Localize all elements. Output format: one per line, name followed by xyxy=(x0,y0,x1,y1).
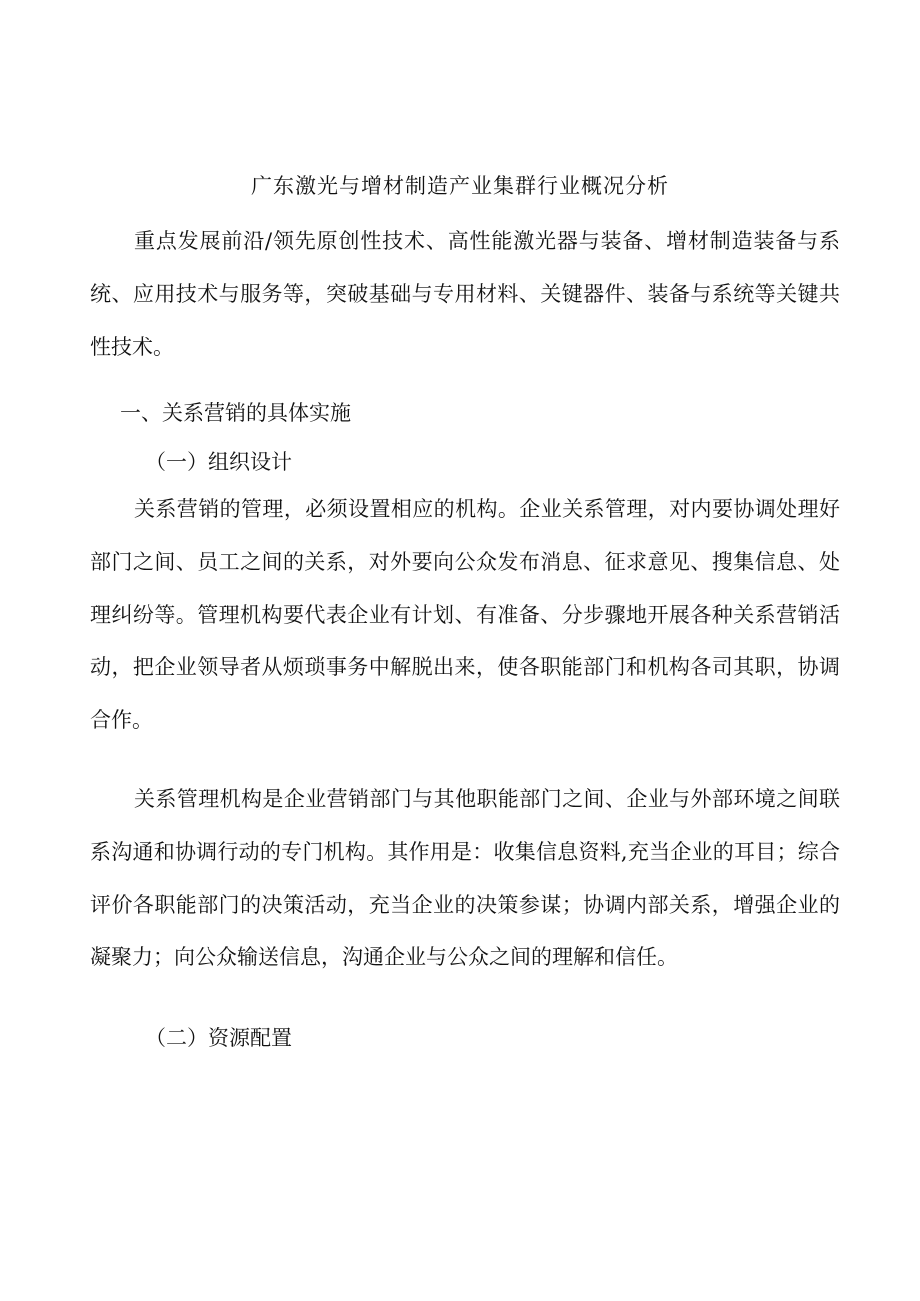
subsection-heading-2: （二）资源配置 xyxy=(145,1026,292,1050)
document-title: 广东激光与增材制造产业集群行业概况分析 xyxy=(251,174,669,198)
intro-paragraph: 重点发展前沿/领先原创性技术、高性能激光器与装备、增材制造装备与系统、应用技术与服务等，突破基础与专用材料、关键器件、装备与系统等关键共性技术。 xyxy=(90,229,840,359)
paragraph-organization-design: 关系营销的管理，必须设置相应的机构。企业关系管理，对内要协调处理好部门之间、员工之间的关系，对外要向公众发布消息、征求意见、搜集信息、处理纠纷等。管理机构要代表企业有计划、有准备、分步骤地开展各种关系营销活动，把企业领导者从烦琐事务中解脱出来，使各职能部门和机构各司其职，协调合作。 xyxy=(90,497,840,733)
section-heading-1: 一、关系营销的具体实施 xyxy=(120,401,351,425)
subsection-heading-1: （一）组织设计 xyxy=(145,450,292,474)
paragraph-management-body: 关系管理机构是企业营销部门与其他职能部门之间、企业与外部环境之间联系沟通和协调行动的专门机构。其作用是：收集信息资料,充当企业的耳目；综合评价各职能部门的决策活动，充当企业的决策参谋；协调内部关系，增强企业的凝聚力；向公众输送信息，沟通企业与公众之间的理解和信任。 xyxy=(90,787,840,970)
